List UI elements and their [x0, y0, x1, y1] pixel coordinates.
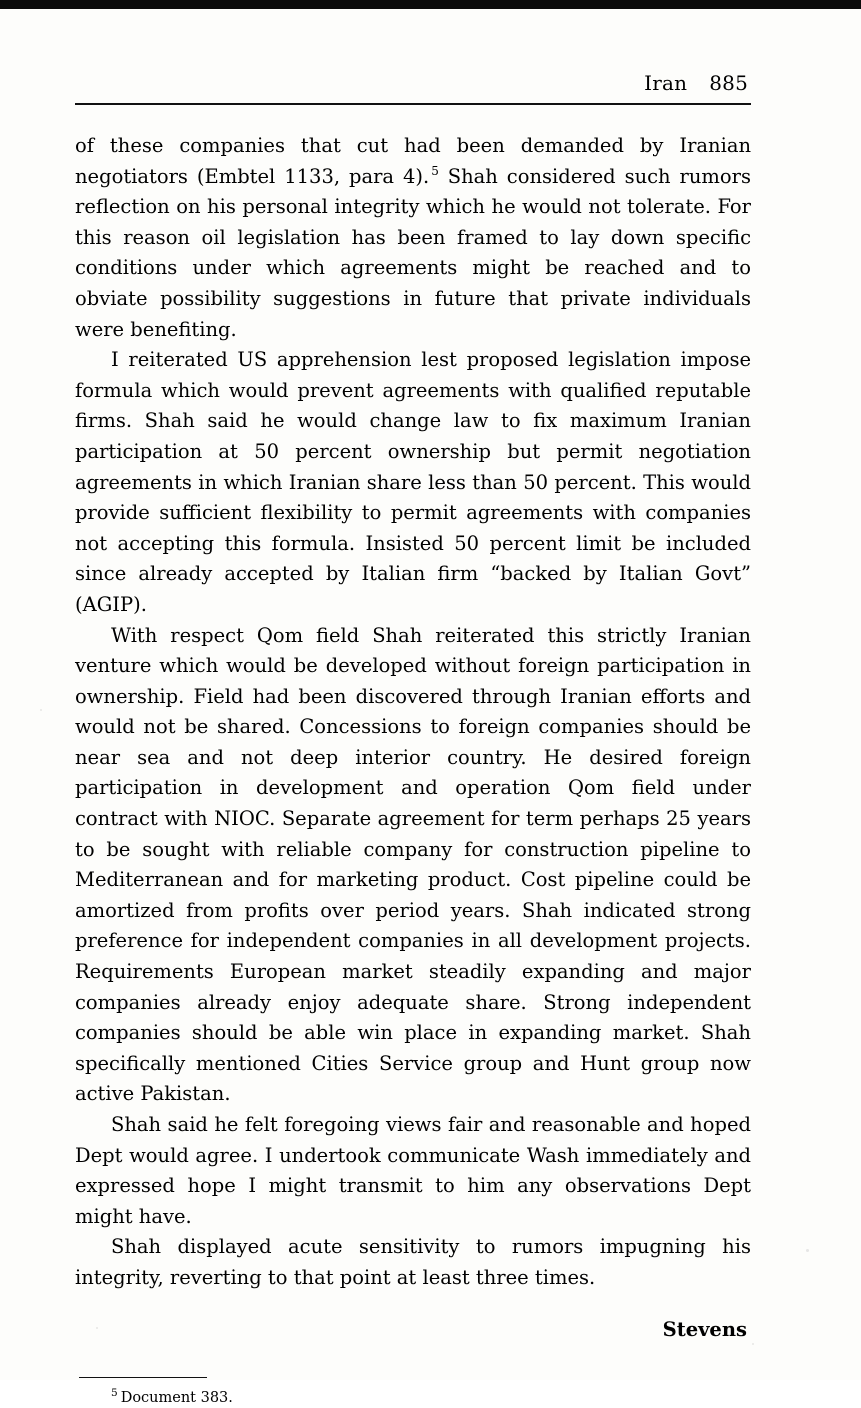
paragraph — [75, 131, 751, 345]
paragraph-text: Shah said he felt foregoing views fair and reasonable and hoped Dept would agree. I undertook communicate Wash immediately and expressed hope I might transmit to him any observations Dept might have. — [75, 1113, 751, 1228]
footnote-separator-rule — [79, 1377, 207, 1378]
paragraph-text: I reiterated US apprehension lest proposed legislation impose formula which would prevent agreements with qualified reputable firms. Shah said he would change law to fix maximum Iranian participation at 50 percent ownership but permit negotiation agreements in which Iranian share less than 50 percent. This would provide sufficient flexibility to permit agreements with companies not accepting this formula. Insisted 50 percent limit be included since already accepted by Italian firm “backed by Italian Govt” (AGIP). — [75, 348, 751, 616]
paragraph — [75, 1110, 751, 1232]
paragraph-text: Shah displayed acute sensitivity to rumors impugning his integrity, reverting to that point at least three times. — [75, 1235, 751, 1289]
footnote-text: Document 383. — [120, 1389, 233, 1406]
paragraph-text-continued: Shah considered such rumors reflection on his personal integrity which he would not tolerate. For this reason oil legislation has been framed to lay down specific conditions under which agreements might be reached and to obviate possibility suggestions in future that private individuals were benefiting. — [75, 164, 751, 341]
scan-top-edge-bar — [0, 0, 861, 9]
page-content — [75, 71, 751, 1408]
footnotes-section — [75, 1388, 751, 1408]
running-head — [75, 71, 751, 95]
paragraph — [75, 345, 751, 620]
footnote-item — [111, 1388, 751, 1408]
paragraph — [75, 621, 751, 1111]
header-rule — [75, 103, 751, 105]
page-number: 885 — [709, 71, 748, 95]
paragraph — [75, 1232, 751, 1293]
footnote-reference[interactable]: 5 — [431, 164, 439, 179]
scan-speckle — [96, 1327, 98, 1329]
footnote-number: 5 — [111, 1386, 118, 1399]
paragraph-text: of these companies that cut had been demanded by Iranian negotiators (Embtel 1133, para 4). — [75, 134, 751, 188]
paragraph-text: With respect Qom field Shah reiterated this strictly Iranian venture which would be developed without foreign participation in ownership. Field had been discovered through Iranian efforts and would not be shared. Concessions to foreign companies should be near sea and not deep interior country. He desired foreign participation in development and operation Qom field under contract with NIOC. Separate agreement for term perhaps 25 years to be sought with reliable company for construction pipeline to Mediterranean and for marketing product. Cost pipeline could be amortized from profits over period years. Shah indicated strong preference for independent companies in all development projects. Requirements European market steadily expanding and major companies already enjoy adequate share. Strong independent companies should be able win place in expanding market. Shah specifically mentioned Cities Service group and Hunt group now active Pakistan. — [75, 623, 751, 1106]
signature-line: Stevens — [662, 1317, 747, 1341]
scan-speckle — [806, 1249, 809, 1252]
scan-speckle — [40, 709, 42, 711]
scan-speckle — [752, 1343, 754, 1345]
running-head-location: Iran — [644, 71, 688, 95]
document-page — [0, 9, 861, 1406]
body-text — [75, 131, 751, 1294]
